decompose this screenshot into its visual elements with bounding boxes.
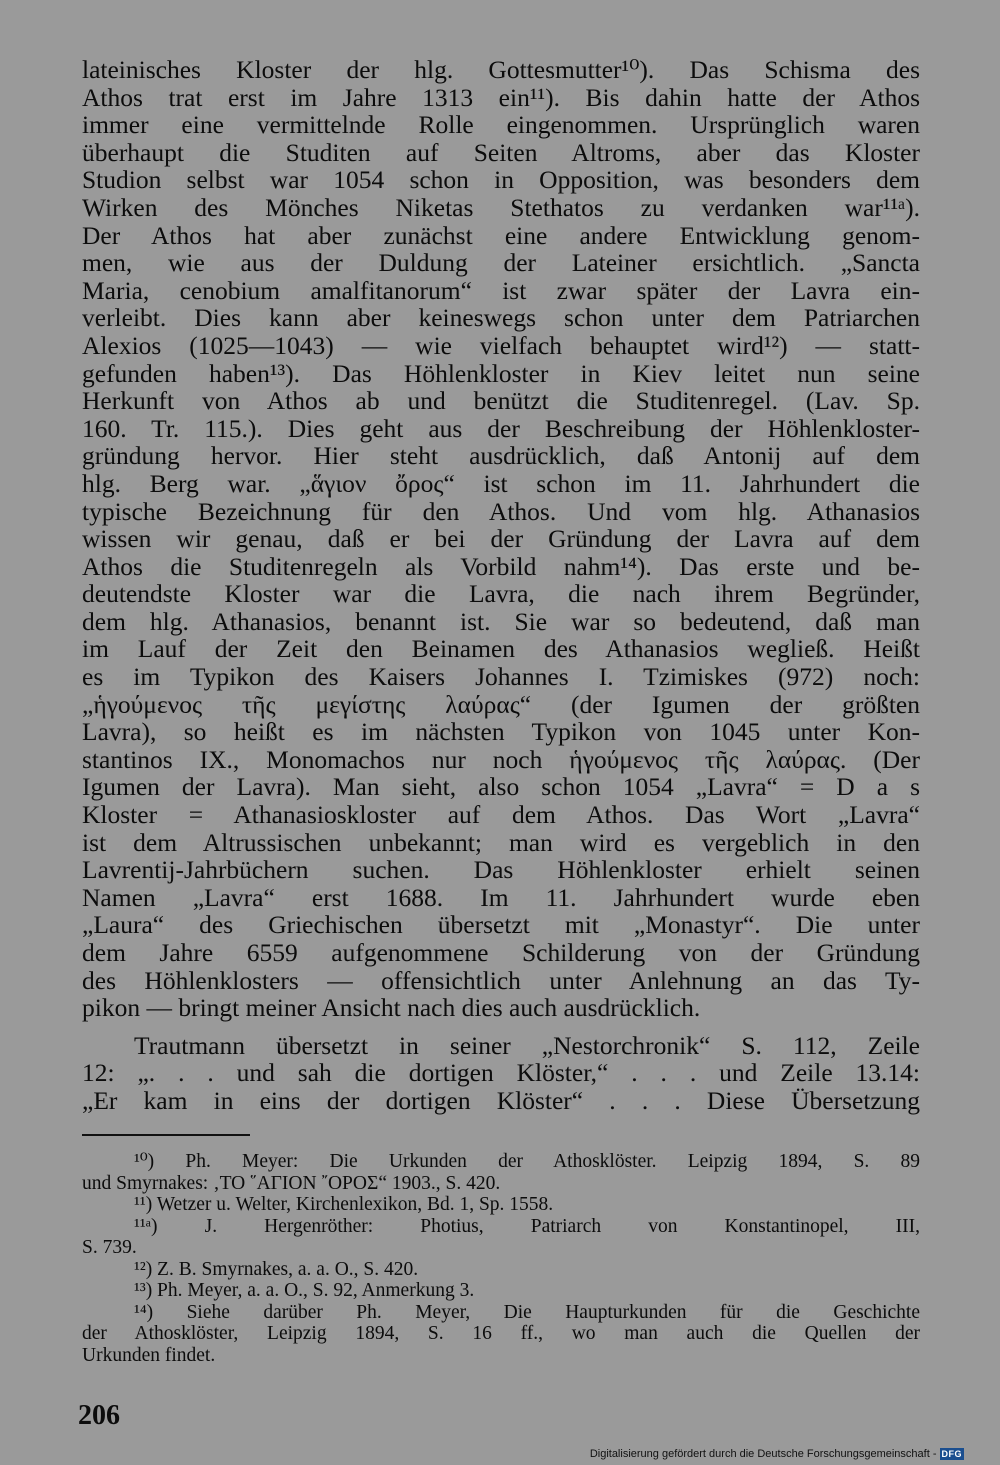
text-line: Athos die Studitenregeln als Vorbild nahm¹⁴). Das erste und be-: [82, 551, 920, 581]
text-line: überhaupt die Studiten auf Seiten Altroms, aber das Kloster: [82, 137, 920, 167]
text-line: Trautmann übersetzt in seiner „Nestorchronik“ S. 112, Zeile: [134, 1030, 920, 1060]
text-line: „ἡγούμενος τῆς μεγίστης λαύρας“ (der Igumen der größten: [82, 689, 920, 719]
text-line: dem hlg. Athanasios, benannt ist. Sie war so bedeutend, daß man: [82, 606, 920, 636]
digitization-credit: [590, 1448, 964, 1460]
text-line: Der Athos hat aber zunächst eine andere Entwicklung genom-: [82, 220, 920, 250]
dfg-logo: DFG: [941, 1449, 962, 1459]
text-line: Alexios (1025—1043) — wie vielfach behauptet wird¹²) — statt-: [82, 330, 920, 360]
text-line: gefunden haben¹³). Das Höhlenkloster in Kiev leitet nun seine: [82, 358, 920, 388]
footnote-line: der Athosklöster, Leipzig 1894, S. 16 ff., wo man auch die Quellen der: [82, 1323, 920, 1344]
footnote-line: ¹³) Ph. Meyer, a. a. O., S. 92, Anmerkung 3.: [134, 1280, 475, 1301]
text-line: hlg. Berg war. „ἅγιον ὄρος“ ist schon im 11. Jahrhundert die: [82, 468, 920, 498]
text-line: 12: „. . . und sah die dortigen Klöster,“ . . . und Zeile 13.14:: [82, 1058, 920, 1088]
text-line: verleibt. Dies kann aber keineswegs schon unter dem Patriarchen: [82, 303, 920, 333]
paragraph-2: [82, 1032, 920, 1115]
text-line: Lavrentij-Jahrbüchern suchen. Das Höhlenkloster erhielt seinen: [82, 855, 920, 885]
main-text: [82, 56, 920, 1115]
footnote-line: Urkunden findet.: [82, 1344, 216, 1366]
footnote-line: ¹⁴) Siehe darüber Ph. Meyer, Die Haupturkunden für die Geschichte: [134, 1301, 920, 1323]
text-line: des Höhlenklosters — offensichtlich unter Anlehnung an das Ty-: [82, 965, 920, 995]
text-line: Igumen der Lavra). Man sieht, also schon 1054 „Lavra“ = D a s: [82, 772, 920, 802]
footnote-line: ¹²) Z. B. Smyrnakes, a. a. O., S. 420.: [134, 1258, 419, 1280]
text-line: typische Bezeichnung für den Athos. Und vom hlg. Athanasios: [82, 496, 920, 526]
text-line: „Er kam in eins der dortigen Klöster“ . . . Diese Übersetzung: [82, 1085, 920, 1115]
text-line: Studion selbst war 1054 schon in Opposition, was besonders dem: [82, 165, 920, 195]
footnote-line: und Smyrnakes: ‚ΤΟ ῞ΑΓΙΟΝ ῎ΟΡΟΣ“ 1903., S. 420.: [82, 1172, 501, 1194]
page-number: 206: [78, 1400, 120, 1431]
text-line: „Laura“ des Griechischen übersetzt mit „Monastyr“. Die unter: [82, 910, 920, 940]
text-line: Lavra), so heißt es im nächsten Typikon von 1045 unter Kon-: [82, 717, 920, 747]
text-line: deutendste Kloster war die Lavra, die nach ihrem Begründer,: [82, 579, 920, 609]
text-line: lateinisches Kloster der hlg. Gottesmutter¹⁰). Das Schisma des: [82, 55, 920, 84]
text-line: im Lauf der Zeit den Beinamen des Athanasios wegließ. Heißt: [82, 634, 920, 664]
footnote-separator: [82, 1134, 250, 1136]
text-line: wissen wir genau, daß er bei der Gründung der Lavra auf dem: [82, 524, 920, 554]
footnote-line: ¹¹) Wetzer u. Welter, Kirchenlexikon, Bd. 1, Sp. 1558.: [134, 1194, 554, 1215]
text-line: es im Typikon des Kaisers Johannes I. Tzimiskes (972) noch:: [82, 662, 920, 692]
text-line: 160. Tr. 115.). Dies geht aus der Beschreibung der Höhlenkloster-: [82, 413, 920, 443]
text-line: pikon — bringt meiner Ansicht nach dies auch ausdrücklich.: [82, 993, 701, 1023]
footnote-line: ¹⁰) Ph. Meyer: Die Urkunden der Athosklöster. Leipzig 1894, S. 89: [134, 1151, 920, 1172]
text-line: Maria, cenobium amalfitanorum“ ist zwar später der Lavra ein-: [82, 275, 920, 305]
text-line: immer eine vermittelnde Rolle eingenommen. Ursprünglich waren: [82, 110, 920, 140]
footnotes: [82, 1151, 920, 1366]
footnote-line: S. 739.: [82, 1237, 137, 1258]
text-line: Herkunft von Athos ab und benützt die Studitenregel. (Lav. Sp.: [82, 386, 920, 416]
text-line: stantinos IX., Monomachos nur noch ἡγούμενος τῆς λαύρας. (Der: [82, 744, 920, 774]
text-line: men, wie aus der Duldung der Lateiner ersichtlich. „Sancta: [82, 248, 920, 278]
text-line: Athos trat erst im Jahre 1313 ein¹¹). Bis dahin hatte der Athos: [82, 82, 920, 112]
paragraph-1: [82, 56, 920, 1022]
text-line: gründung hervor. Hier steht ausdrücklich, daß Antonij auf dem: [82, 441, 920, 471]
text-line: Namen „Lavra“ erst 1688. Im 11. Jahrhundert wurde eben: [82, 882, 920, 912]
text-line: Wirken des Mönches Niketas Stethatos zu verdanken war¹¹ᵃ).: [82, 192, 920, 222]
text-line: dem Jahre 6559 aufgenommene Schilderung von der Gründung: [82, 938, 920, 967]
footnote-line: ¹¹ᵃ) J. Hergenröther: Photius, Patriarch von Konstantinopel, III,: [134, 1215, 920, 1237]
text-line: ist dem Altrussischen unbekannt; man wird es vergeblich in den: [82, 827, 920, 857]
credit-text: Digitalisierung gefördert durch die Deutsche Forschungsgemeinschaft -: [589, 1448, 937, 1460]
text-line: Kloster = Athanasioskloster auf dem Athos. Das Wort „Lavra“: [82, 800, 920, 830]
